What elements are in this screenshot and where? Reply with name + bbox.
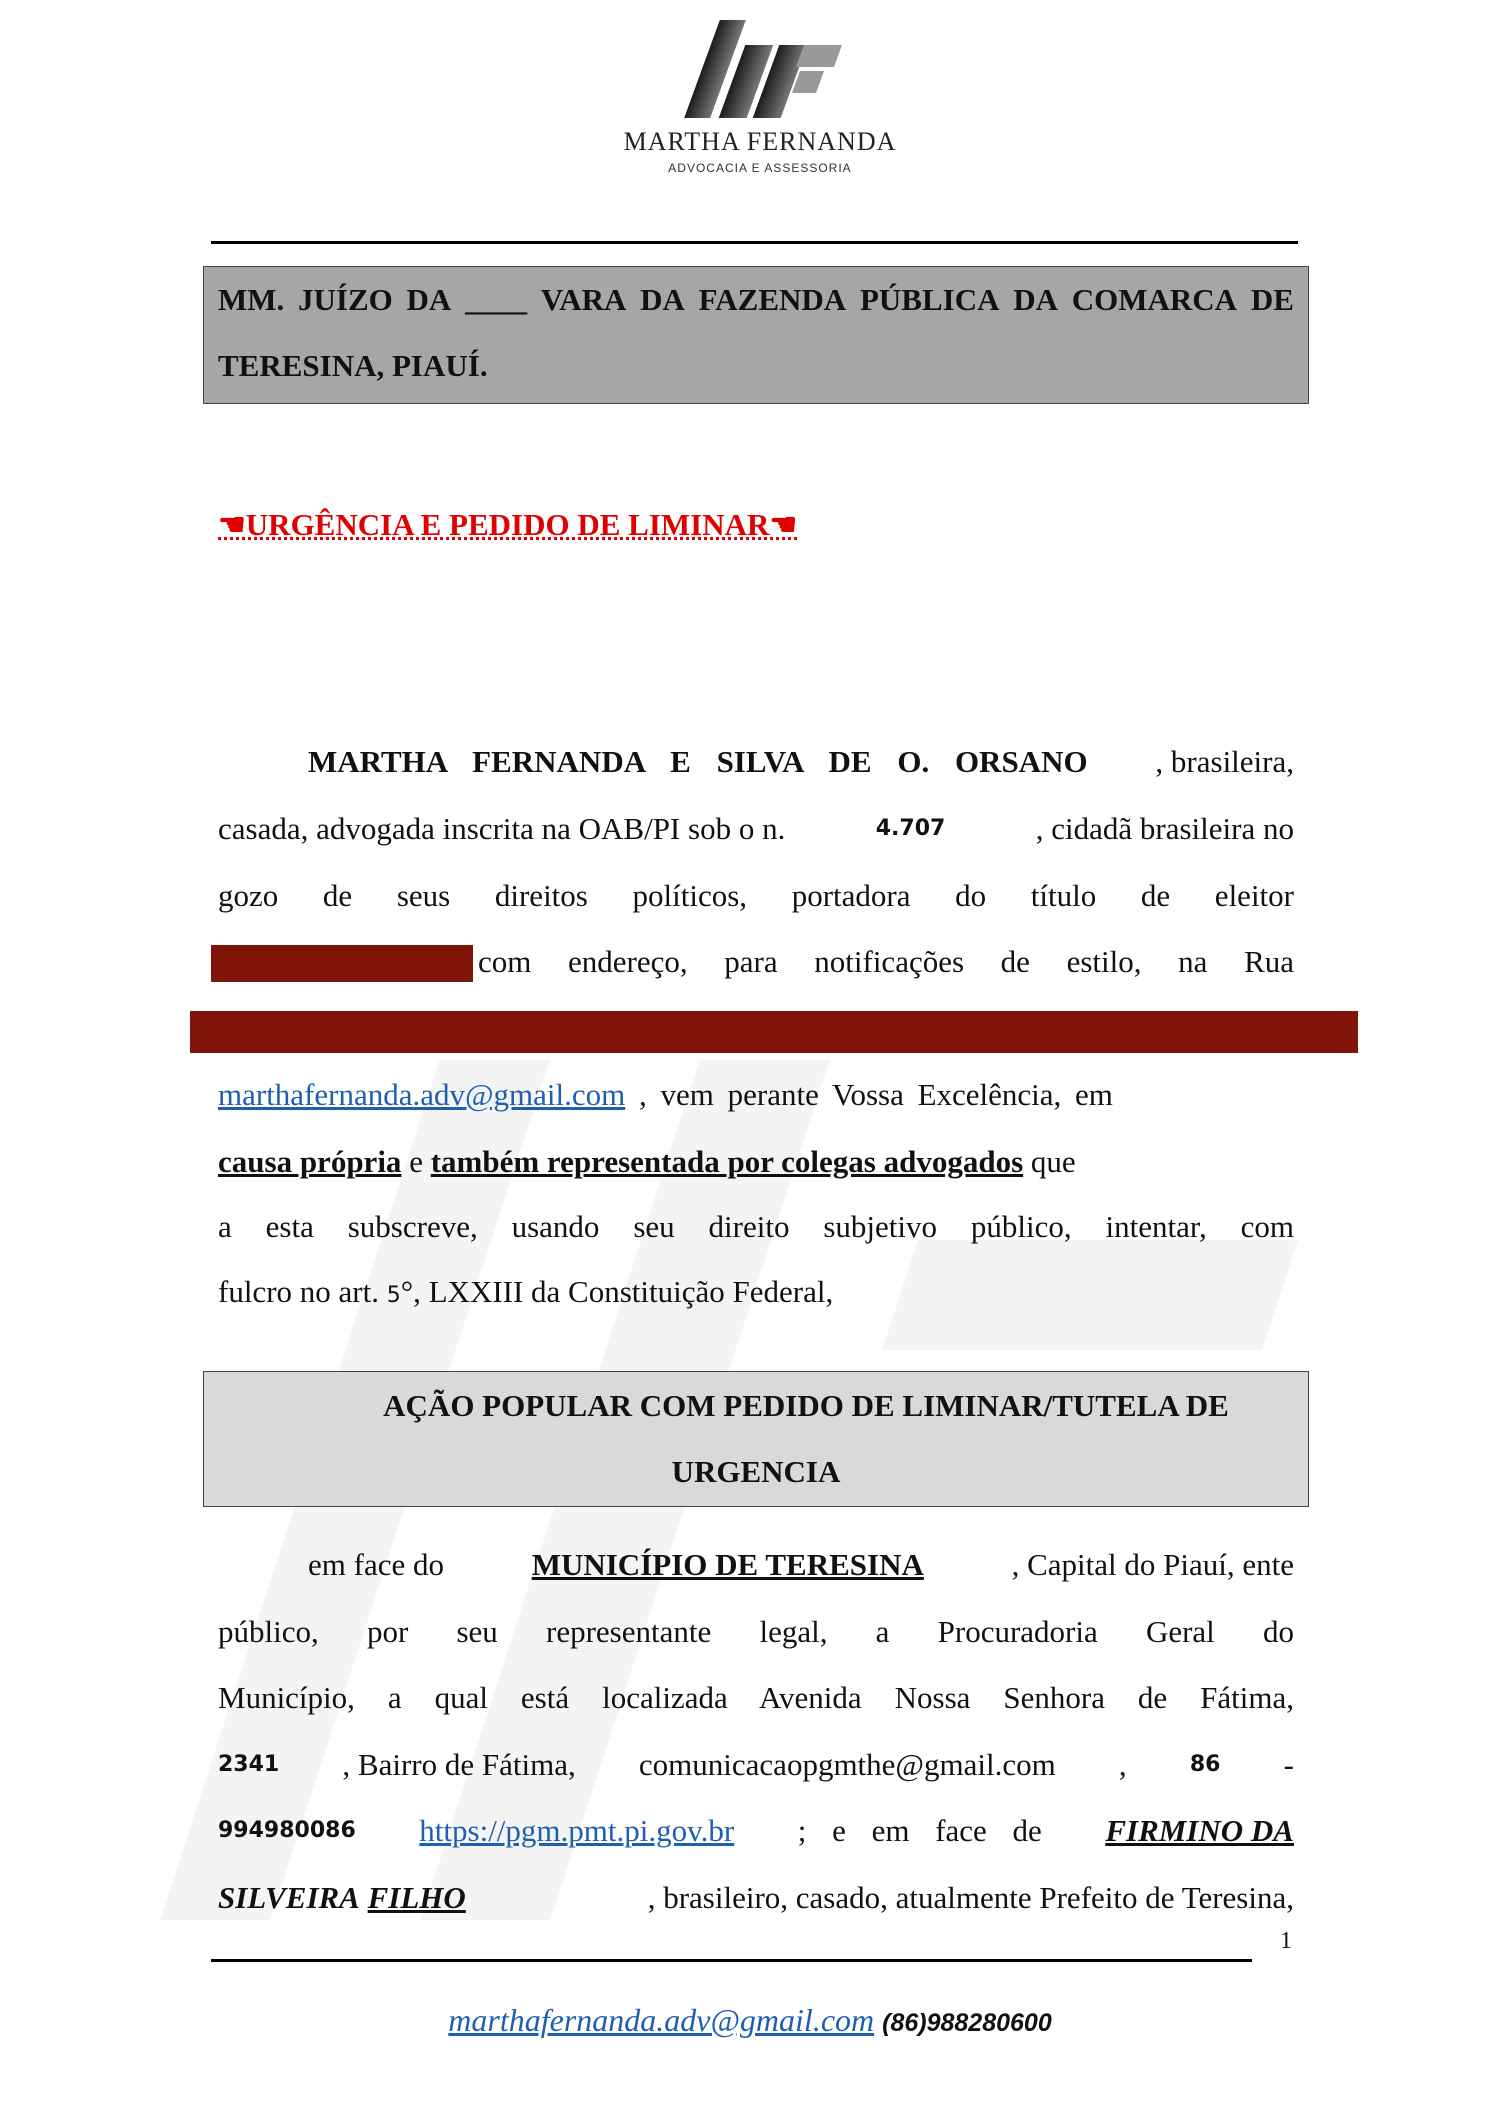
text: 994980086 xyxy=(218,1818,356,1843)
text: , brasileira, xyxy=(1155,744,1294,779)
text: SILVEIRA xyxy=(218,1880,360,1915)
logo-subtitle: ADVOCACIA E ASSESSORIA xyxy=(668,161,852,175)
header-word: DA xyxy=(406,282,452,317)
paragraph-line xyxy=(218,809,1294,849)
text: , Bairro de Fátima, xyxy=(342,1747,576,1782)
header-word: MM. xyxy=(218,282,285,317)
footer-phone: (86)988280600 xyxy=(882,2009,1052,2037)
redacted-address xyxy=(190,1011,1358,1053)
text: , brasileiro, casado, atualmente Prefeito de Teresina, xyxy=(647,1880,1294,1915)
plaintiff-name: MARTHA FERNANDA E SILVA DE O. ORSANO xyxy=(308,744,1088,779)
text: , cidadã brasileira no xyxy=(1035,811,1294,846)
footer-rule xyxy=(211,1959,1252,1962)
urgency-title: ☚URGÊNCIA E PEDIDO DE LIMINAR☚ xyxy=(218,507,798,542)
paragraph-line: com endereço, para notificações de estilo, na Rua xyxy=(478,944,1294,979)
text: casada, advogada inscrita na OAB/PI sob o n. xyxy=(218,811,786,846)
header-word: JUÍZO xyxy=(298,282,393,317)
header-word: DA xyxy=(640,282,685,317)
court-address-line1 xyxy=(218,275,1294,325)
text: também representada por colegas advogados xyxy=(430,1144,1024,1179)
header-word: PÚBLICA xyxy=(859,282,1000,317)
text: , xyxy=(1118,1747,1127,1782)
court-address-box xyxy=(203,266,1309,404)
action-title-line2: URGENCIA xyxy=(671,1454,841,1489)
text: e xyxy=(401,1144,431,1179)
text: que xyxy=(1023,1144,1076,1179)
defendant-name: FIRMINO DA xyxy=(1105,1813,1294,1848)
text: 5 xyxy=(386,1283,401,1308)
text: FILHO xyxy=(367,1880,466,1915)
text: 86 xyxy=(1189,1752,1221,1777)
paragraph-line xyxy=(218,1075,1294,1115)
header-rule xyxy=(211,241,1298,244)
redacted-voter-id xyxy=(211,945,473,982)
text: °, LXXIII da Constituição Federal, xyxy=(400,1274,834,1309)
action-title-box xyxy=(203,1371,1309,1507)
header-word: COMARCA xyxy=(1071,282,1238,317)
text: ; e em face de xyxy=(797,1813,1042,1848)
page-number: 1 xyxy=(1280,1928,1292,1954)
text: , vem perante Vossa Excelência, em xyxy=(625,1077,1113,1112)
header-word: FAZENDA xyxy=(698,282,847,317)
paragraph-line xyxy=(218,1811,1294,1851)
paragraph-line: Município, a qual está localizada Avenida Nossa Senhora de Fátima, xyxy=(218,1680,1294,1715)
paragraph-line xyxy=(308,1545,1294,1585)
paragraph-line xyxy=(218,1878,1294,1918)
municipality-email: comunicacaopgmthe@gmail.com xyxy=(638,1747,1056,1782)
action-title-line1: AÇÃO POPULAR COM PEDIDO DE LIMINAR/TUTELA DE xyxy=(383,1388,1229,1423)
text: fulcro no art. xyxy=(218,1274,379,1309)
oab-number: 4.707 xyxy=(875,816,946,841)
paragraph-line: gozo de seus direitos políticos, portadora do título de eleitor xyxy=(218,878,1294,913)
logo-name: MARTHA FERNANDA xyxy=(623,127,897,156)
text: - xyxy=(1283,1747,1294,1782)
text: , Capital do Piauí, ente xyxy=(1011,1547,1294,1582)
header-word: DA xyxy=(1013,282,1058,317)
paragraph-line xyxy=(218,1142,1294,1182)
paragraph-line: a esta subscreve, usando seu direito subjetivo público, intentar, com xyxy=(218,1209,1294,1244)
paragraph-line xyxy=(218,1272,1294,1316)
footer-email-link[interactable]: marthafernanda.adv@gmail.com xyxy=(448,2002,875,2038)
paragraph-line xyxy=(308,742,1294,782)
paragraph-line xyxy=(218,1745,1294,1785)
text: 2341 xyxy=(218,1752,280,1777)
header-word: ____ xyxy=(465,282,528,317)
pgm-website-link[interactable]: https://pgm.pmt.pi.gov.br xyxy=(419,1813,735,1848)
court-address-line2: TERESINA, PIAUÍ. xyxy=(218,348,488,383)
header-word: VARA xyxy=(540,282,627,317)
text: em face do xyxy=(308,1547,444,1582)
defendant-municipality: MUNICÍPIO DE TERESINA xyxy=(531,1547,924,1582)
firm-logo xyxy=(620,15,900,185)
text: causa própria xyxy=(218,1144,402,1179)
header-word: DE xyxy=(1250,282,1294,317)
paragraph-line: público, por seu representante legal, a Procuradoria Geral do xyxy=(218,1614,1294,1649)
footer-contact xyxy=(0,2002,1500,2039)
plaintiff-email-link[interactable]: marthafernanda.adv@gmail.com xyxy=(218,1077,626,1112)
